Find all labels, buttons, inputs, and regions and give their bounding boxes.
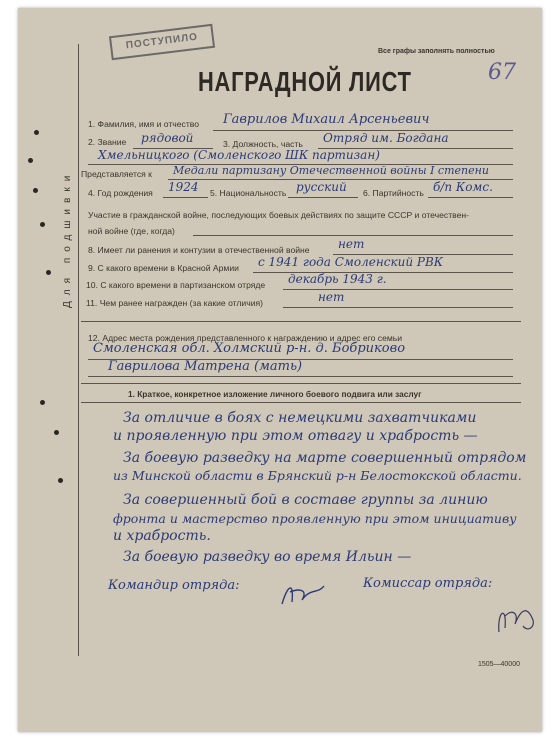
field-5-value: русский	[296, 180, 347, 194]
field-4-label: 4. Год рождения	[88, 188, 153, 198]
represented-value: Медали партизану Отечественной войны I степени	[173, 164, 489, 177]
field-12-label: 12. Адрес места рождения представленного к награждению и адрес его семьи	[88, 333, 403, 343]
punch-hole	[58, 478, 63, 483]
field-3-label: 3. Должность, часть	[223, 139, 303, 149]
field-10-value: декабрь 1943 г.	[288, 272, 387, 286]
punch-hole	[34, 130, 39, 135]
handwritten-number: 67	[488, 60, 516, 85]
punch-hole	[40, 400, 45, 405]
field-2-label: 2. Звание	[88, 137, 127, 147]
field-5-label: 5. Национальность	[210, 188, 287, 198]
field-4-value: 1924	[168, 180, 199, 194]
field-10-label: 10. С какого времени в партизанском отряде	[86, 280, 266, 290]
side-label: Для подшивки	[62, 169, 73, 308]
field-6-label: 6. Партийность	[363, 188, 424, 198]
narrative-line: и проявленную при этом отвагу и храбрость —	[113, 428, 478, 444]
field-7-label: Участие в гражданской войне, последующих боевых действиях по защите СССР и отечествен-	[88, 210, 470, 220]
narrative-line: фронта и мастерство проявленную при этом инициативу	[113, 511, 517, 526]
field-6-value: б/п Комс.	[433, 180, 493, 194]
section-heading: 1. Краткое, конкретное изложение личного боевого подвига или заслуг	[128, 389, 422, 399]
header-note: Все графы заполнять полностью	[378, 48, 495, 55]
page-title: НАГРАДНОЙ ЛИСТ	[198, 66, 412, 97]
field-1-value: Гаврилов Михаил Арсеньевич	[223, 112, 430, 127]
narrative-line: За совершенный бой в составе группы за линию	[123, 492, 488, 508]
punch-hole	[46, 270, 51, 275]
narrative-line: За отличие в боях с немецкими захватчиками	[123, 410, 477, 426]
field-3-value-cont: Хмельницкого (Смоленского ШК партизан)	[98, 148, 380, 162]
punch-hole	[40, 222, 45, 227]
field-2-value: рядовой	[141, 131, 194, 145]
field-11-label: 11. Чем ранее награжден (за какие отличия)	[86, 298, 264, 308]
narrative-line: За боевую разведку во время Ильин —	[123, 549, 412, 565]
field-11-value: нет	[318, 290, 345, 304]
narrative-line: и храбрость.	[113, 528, 211, 544]
field-12-value: Смоленская обл. Холмский р-н. д. Бобриково	[93, 341, 406, 356]
received-stamp: ПОСТУПИЛО	[109, 24, 215, 60]
commissar-label: Комиссар отряда:	[363, 576, 493, 591]
punch-hole	[54, 430, 59, 435]
commander-signature	[278, 580, 328, 608]
field-9-value: с 1941 года Смоленский РВК	[258, 255, 444, 269]
commander-label: Командир отряда:	[108, 578, 240, 593]
award-sheet	[18, 8, 542, 732]
punch-hole	[28, 158, 33, 163]
field-8-label: 8. Имеет ли ранения и контузии в отечественной войне	[88, 245, 310, 255]
punch-hole	[33, 188, 38, 193]
field-3-value: Отряд им. Богдана	[323, 131, 449, 145]
narrative-line: За боевую разведку на марте совершенный отрядом	[123, 450, 527, 466]
margin-line	[78, 44, 79, 656]
narrative-line: из Минской области в Брянский р-н Белостокской области.	[113, 468, 522, 483]
field-9-label: 9. С какого времени в Красной Армии	[88, 263, 239, 273]
field-7-label-cont: ной войне (где, когда)	[88, 226, 175, 236]
field-12-value-cont: Гаврилова Матрена (мать)	[108, 359, 303, 374]
represented-label: Представляется к	[81, 169, 152, 179]
field-1-label: 1. Фамилия, имя и отчество	[88, 119, 200, 129]
commissar-signature	[493, 598, 538, 636]
footer-code: 1505—40000	[477, 661, 520, 668]
field-8-value: нет	[338, 237, 365, 251]
